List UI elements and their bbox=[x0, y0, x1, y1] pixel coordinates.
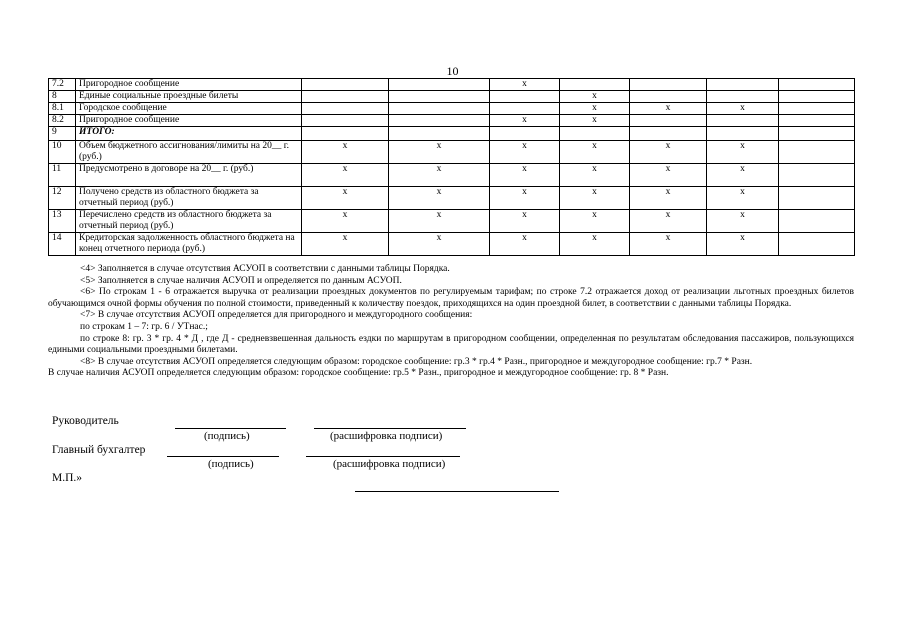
row-label: Кредиторская задолженность областного бюджета на конец отчетного периода (руб.) bbox=[76, 233, 302, 256]
table-cell-empty bbox=[779, 115, 855, 127]
table-cell bbox=[630, 91, 707, 103]
row-label: Пригородное сообщение bbox=[76, 79, 302, 91]
table-cell bbox=[389, 79, 490, 91]
table-cell bbox=[560, 79, 630, 91]
table-cell: x bbox=[490, 164, 560, 187]
table-cell: x bbox=[707, 187, 779, 210]
table-cell-empty bbox=[779, 187, 855, 210]
footnote-5: <5> Заполняется в случае наличия АСУОП и определяется по данным АСУОП. bbox=[80, 275, 402, 286]
footnote-4: <4> Заполняется в случае отсутствия АСУОП в соответствии с данными таблицы Порядка. bbox=[80, 264, 450, 274]
table-cell-empty bbox=[779, 141, 855, 164]
table-cell: x bbox=[630, 141, 707, 164]
table-row bbox=[49, 103, 855, 115]
table-cell: x bbox=[560, 103, 630, 115]
table-cell bbox=[490, 127, 560, 141]
table-cell: x bbox=[490, 210, 560, 233]
table-cell-empty bbox=[779, 79, 855, 91]
table-cell bbox=[707, 79, 779, 91]
footnote-7-rows-1-7: по строкам 1 – 7: гр. 6 / УТнас.; bbox=[80, 321, 208, 332]
stamp-label: М.П.» bbox=[52, 472, 83, 484]
table-cell bbox=[302, 79, 389, 91]
accountant-decoding-line bbox=[306, 456, 460, 457]
table-cell bbox=[490, 103, 560, 115]
table-cell: x bbox=[560, 164, 630, 187]
table-cell bbox=[389, 103, 490, 115]
table-cell bbox=[630, 115, 707, 127]
table-cell bbox=[302, 103, 389, 115]
row-label: Получено средств из областного бюджета за отчетный период (руб.) bbox=[76, 187, 302, 210]
row-number: 8.1 bbox=[49, 103, 76, 115]
table-cell: x bbox=[560, 115, 630, 127]
table-cell-empty bbox=[779, 233, 855, 256]
table-row bbox=[49, 115, 855, 127]
table-row bbox=[49, 164, 855, 187]
table-cell bbox=[302, 127, 389, 141]
table-cell-empty bbox=[779, 164, 855, 187]
table-cell: x bbox=[560, 210, 630, 233]
footnote-8: <8> В случае отсутствия АСУОП определяется следующим образом: городское сообщение: гр.3 * гр.4 * Разн., пригородное и междугородное сообщение: гр.7 * Разн. bbox=[80, 356, 753, 367]
table-cell: x bbox=[389, 187, 490, 210]
table-cell: x bbox=[302, 187, 389, 210]
table-row bbox=[49, 187, 855, 210]
table-row bbox=[49, 79, 855, 91]
accountant-label: Главный бухгалтер bbox=[52, 444, 146, 456]
report-table bbox=[48, 78, 855, 256]
table-cell: x bbox=[389, 210, 490, 233]
table-cell: x bbox=[389, 141, 490, 164]
table-cell bbox=[630, 127, 707, 141]
row-number: 7.2 bbox=[49, 79, 76, 91]
table-cell: x bbox=[630, 103, 707, 115]
table-cell-empty bbox=[779, 103, 855, 115]
table-row bbox=[49, 233, 855, 256]
table-cell bbox=[302, 91, 389, 103]
table-cell: x bbox=[490, 115, 560, 127]
table-cell bbox=[560, 127, 630, 141]
table-cell: x bbox=[560, 141, 630, 164]
row-number: 8.2 bbox=[49, 115, 76, 127]
table-row bbox=[49, 141, 855, 164]
row-number: 8 bbox=[49, 91, 76, 103]
row-number: 11 bbox=[49, 164, 76, 187]
table-cell: x bbox=[707, 233, 779, 256]
head-label: Руководитель bbox=[52, 415, 119, 427]
footnote-7: <7> В случае отсутствия АСУОП определяется для пригородного и междугородного сообщения: bbox=[80, 310, 473, 321]
table-cell: x bbox=[389, 164, 490, 187]
table-cell: x bbox=[490, 141, 560, 164]
table-cell: x bbox=[630, 233, 707, 256]
row-number: 13 bbox=[49, 210, 76, 233]
head-decoding-line bbox=[314, 428, 466, 429]
table-cell-empty bbox=[779, 210, 855, 233]
row-label: Единые социальные проездные билеты bbox=[76, 91, 302, 103]
head-signature-line bbox=[175, 428, 286, 429]
table-cell-empty bbox=[779, 91, 855, 103]
row-label: Предусмотрено в договоре на 20__ г. (руб.) bbox=[76, 164, 302, 187]
table-cell: x bbox=[707, 103, 779, 115]
table-row bbox=[49, 91, 855, 103]
row-label: Пригородное сообщение bbox=[76, 115, 302, 127]
table-cell: x bbox=[389, 233, 490, 256]
table-cell: x bbox=[707, 164, 779, 187]
footnote-8-asuop: В случае наличия АСУОП определяется следующим образом: городское сообщение: гр.5 * Разн., пригородное и междугородное сообщение: гр. 8 * Разн. bbox=[48, 368, 669, 379]
table-cell bbox=[389, 91, 490, 103]
accountant-signature-caption: (подпись) bbox=[208, 458, 254, 470]
row-label: Перечислено средств из областного бюджета за отчетный период (руб.) bbox=[76, 210, 302, 233]
head-decoding-caption: (расшифровка подписи) bbox=[330, 430, 443, 442]
table-cell: x bbox=[302, 210, 389, 233]
table-cell: x bbox=[490, 79, 560, 91]
row-number: 9 bbox=[49, 127, 76, 141]
row-number: 10 bbox=[49, 141, 76, 164]
table-cell bbox=[707, 127, 779, 141]
table-cell: x bbox=[560, 91, 630, 103]
table-cell: x bbox=[302, 233, 389, 256]
table-cell bbox=[707, 115, 779, 127]
row-label: ИТОГО: bbox=[76, 127, 302, 141]
row-label: Объем бюджетного ассигнования/лимиты на 20__ г. (руб.) bbox=[76, 141, 302, 164]
stamp-line bbox=[355, 491, 559, 492]
row-label: Городское сообщение bbox=[76, 103, 302, 115]
table-cell bbox=[389, 115, 490, 127]
table-cell: x bbox=[630, 187, 707, 210]
footnotes bbox=[48, 264, 854, 380]
table-cell: x bbox=[490, 187, 560, 210]
table-row bbox=[49, 210, 855, 233]
row-number: 14 bbox=[49, 233, 76, 256]
table-cell: x bbox=[490, 233, 560, 256]
page-number: 10 bbox=[446, 64, 459, 78]
footnote-6: <6> По строкам 1 - 6 отражается выручка от реализации проездных документов по регулируемым тарифам; по строке 7.2 отражается доход от реализации льготных проездных билетов обучающимся очной формы обучения по полной стоимости, приведенный к количеству поездок, приходящихся на один проездной билет, в соответствии с данными таблицы Порядка. bbox=[48, 287, 854, 309]
table-cell-empty bbox=[779, 127, 855, 141]
accountant-decoding-caption: (расшифровка подписи) bbox=[333, 458, 446, 470]
table-cell: x bbox=[707, 210, 779, 233]
table-cell: x bbox=[630, 164, 707, 187]
table-row bbox=[49, 127, 855, 141]
accountant-signature-line bbox=[167, 456, 279, 457]
table-cell: x bbox=[560, 233, 630, 256]
table-cell bbox=[389, 127, 490, 141]
footnote-7-row-8: по строке 8: гр. 3 * гр. 4 * Д , где Д - средневзвешенная дальность ездки по маршрутам в пригородном сообщении, определенная по результатам обследования пассажиров, пользующихся едиными социальными проездными билетами. bbox=[48, 333, 854, 356]
table-cell: x bbox=[630, 210, 707, 233]
table-cell: x bbox=[707, 141, 779, 164]
table-cell: x bbox=[302, 164, 389, 187]
table-cell bbox=[707, 91, 779, 103]
table-cell: x bbox=[302, 141, 389, 164]
table-cell: x bbox=[560, 187, 630, 210]
table-cell bbox=[630, 79, 707, 91]
head-signature-caption: (подпись) bbox=[204, 430, 250, 442]
table-cell bbox=[490, 91, 560, 103]
row-number: 12 bbox=[49, 187, 76, 210]
table-cell bbox=[302, 115, 389, 127]
